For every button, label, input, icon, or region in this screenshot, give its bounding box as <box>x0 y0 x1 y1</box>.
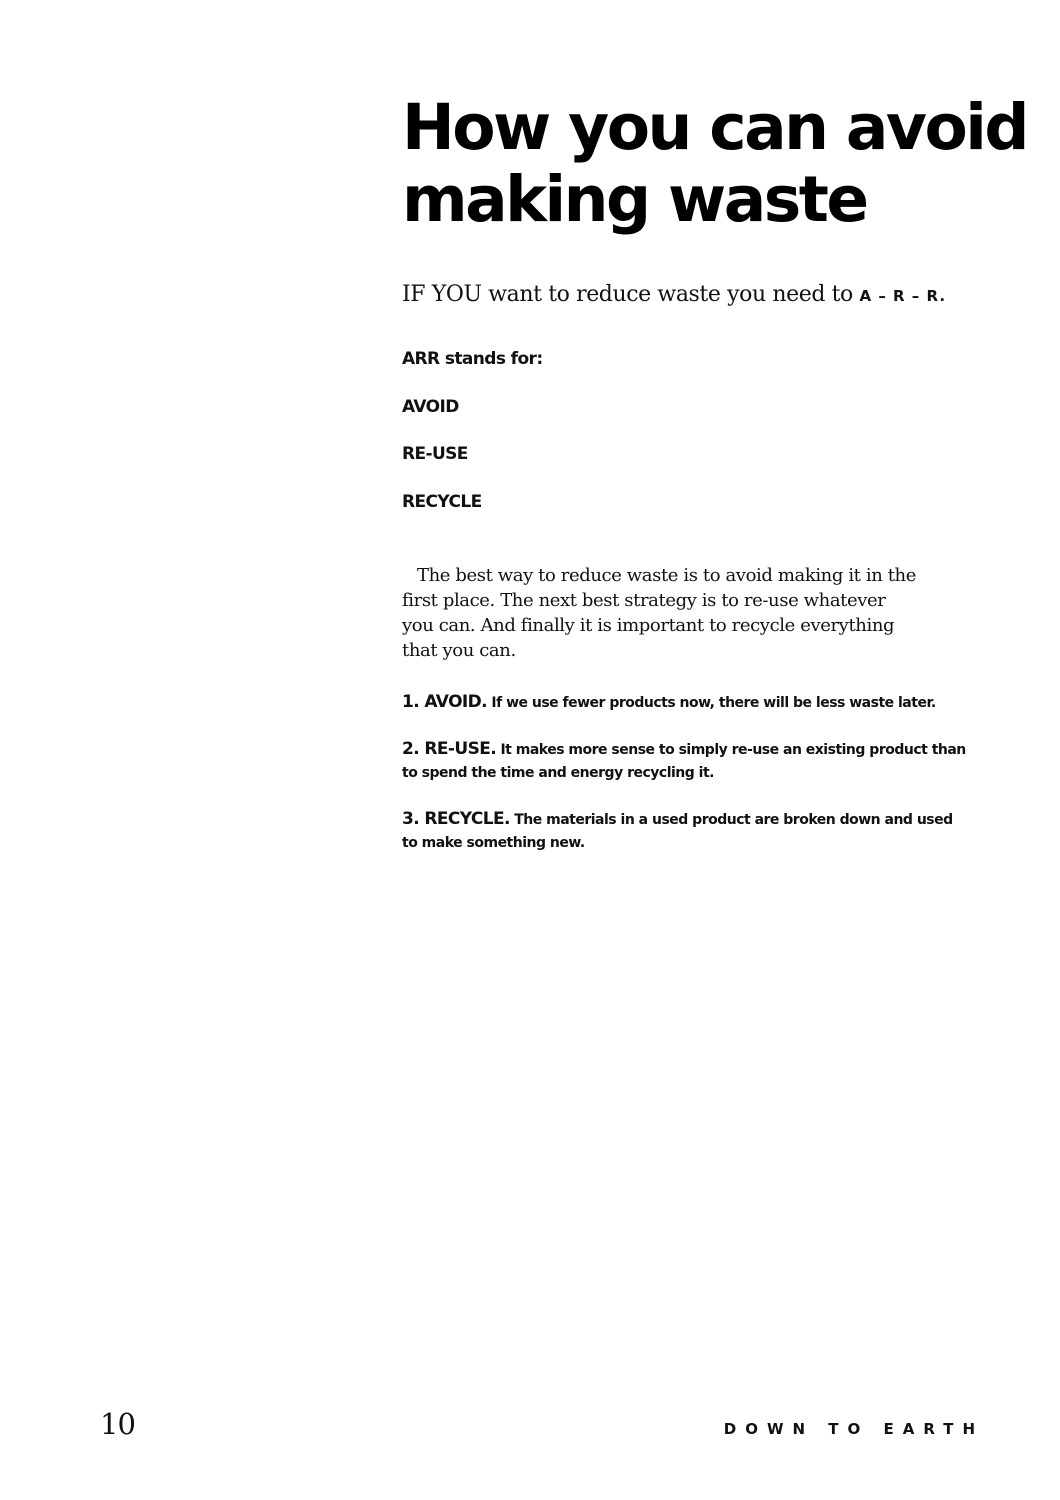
point-avoid <box>402 691 967 715</box>
page-title-line-2: making waste <box>402 163 867 236</box>
arr-item-reuse: RE-USE <box>402 444 468 464</box>
point-reuse <box>402 738 967 785</box>
point-reuse-text: It makes more sense to simply re-use an existing product than to spend the time and energy recycling it. <box>402 742 966 781</box>
arr-item-recycle: RECYCLE <box>402 492 482 512</box>
point-reuse-heading: 2. RE-USE. <box>402 739 497 759</box>
point-recycle-heading: 3. RECYCLE. <box>402 809 510 829</box>
arr-code: A – R – R. <box>859 287 947 305</box>
arr-item-avoid: AVOID <box>402 397 459 417</box>
page-title <box>402 92 1042 236</box>
intro-text: IF YOU want to reduce waste you need to <box>402 282 860 307</box>
body-paragraph: The best way to reduce waste is to avoid making it in the first place. The next best strategy is to re-use whatever you can. And finally it is important to recycle everything that you can. <box>402 565 916 661</box>
page-title-line-1: How you can avoid <box>402 91 1027 164</box>
point-recycle <box>402 808 967 855</box>
point-avoid-heading: 1. AVOID. <box>402 692 488 712</box>
point-recycle-text: The materials in a used product are broken down and used to make something new. <box>402 812 953 851</box>
stands-for-label: ARR stands for: <box>402 349 543 369</box>
intro-sentence <box>402 280 1022 311</box>
point-avoid-text: If we use fewer products now, there will be less waste later. <box>491 695 936 711</box>
page-number: 10 <box>100 1407 135 1441</box>
running-footer-title: DOWN TO EARTH <box>723 1420 984 1438</box>
